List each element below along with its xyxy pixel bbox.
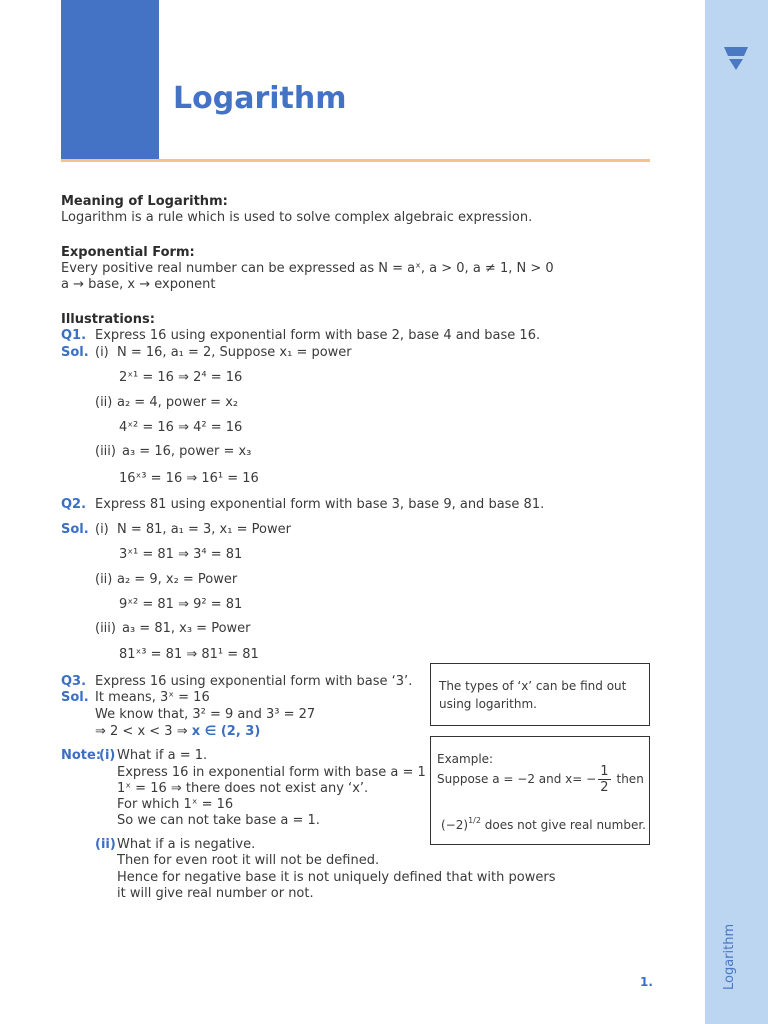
- note-i-line: So we can not take base a = 1.: [117, 813, 320, 828]
- note-i-line: What if a = 1.: [117, 748, 208, 763]
- q1-i-label: (i): [95, 345, 109, 360]
- side-note-box: [430, 663, 650, 726]
- example-box: [430, 736, 650, 845]
- q2-ii-label: (ii): [95, 572, 113, 587]
- q1-sol-label: Sol.: [61, 345, 89, 360]
- exponential-line1: Every positive real number can be expressed as N = aˣ, a > 0, a ≠ 1, N > 0: [61, 261, 554, 276]
- brand-logo-icon: [723, 45, 749, 71]
- q3-line2: We know that, 3² = 9 and 3³ = 27: [95, 707, 316, 722]
- note-i-label: (i): [99, 748, 116, 763]
- note-ii-label: (ii): [95, 837, 116, 852]
- example-line3: [441, 817, 646, 833]
- header-color-block: [61, 0, 159, 160]
- note-ii-line: Hence for negative base it is not uniquely defined that with powers: [117, 870, 556, 885]
- note-label: Note:: [61, 748, 102, 763]
- page-title: Logarithm: [173, 81, 347, 116]
- q3-line1: It means, 3ˣ = 16: [95, 690, 210, 705]
- q3-line3-prefix: ⇒ 2 < x < 3 ⇒: [95, 724, 188, 739]
- q1-i-equation: 2ˣ¹ = 16 ⇒ 2⁴ = 16: [119, 370, 243, 385]
- q2-ii-equation: 9ˣ² = 81 ⇒ 9² = 81: [119, 597, 243, 612]
- note-ii-line: it will give real number or not.: [117, 886, 314, 901]
- illustrations-heading: Illustrations:: [61, 312, 155, 327]
- q2-label: Q2.: [61, 497, 87, 512]
- q1-ii-equation: 4ˣ² = 16 ⇒ 4² = 16: [119, 420, 243, 435]
- example-line2-suffix: then: [616, 772, 644, 786]
- q3-answer: x ∈ (2, 3): [191, 724, 261, 739]
- side-note-line1: The types of ‘x’ can be find out: [439, 679, 627, 693]
- q2-sol-label: Sol.: [61, 522, 89, 537]
- q3-line3: [95, 724, 260, 740]
- note-i-line: 1ˣ = 16 ⇒ there does not exist any ‘x’.: [117, 781, 369, 796]
- q1-ii-label: (ii): [95, 395, 113, 410]
- example-heading: Example:: [437, 752, 494, 766]
- q2-iii-equation: 81ˣ³ = 81 ⇒ 81¹ = 81: [119, 647, 259, 662]
- note-ii-line: Then for even root it will not be defined.: [117, 853, 380, 868]
- meaning-heading: Meaning of Logarithm:: [61, 194, 228, 209]
- example-line2-prefix: Suppose a = −2 and x= −: [437, 772, 597, 786]
- sidebar-chapter-label: Logarithm: [722, 923, 737, 990]
- example-fraction: [598, 764, 610, 795]
- note-ii-line: What if a is negative.: [117, 837, 256, 852]
- note-i-line: For which 1ˣ = 16: [117, 797, 234, 812]
- q2-iii-text: a₃ = 81, x₃ = Power: [122, 621, 251, 636]
- q1-iii-equation: 16ˣ³ = 16 ⇒ 16¹ = 16: [119, 471, 259, 486]
- q2-iii-label: (iii): [95, 621, 116, 636]
- q1-iii-label: (iii): [95, 444, 116, 459]
- side-note-line2: using logarithm.: [439, 697, 537, 711]
- q1-ii-text: a₂ = 4, power = x₂: [117, 395, 239, 410]
- q1-i-text: N = 16, a₁ = 2, Suppose x₁ = power: [117, 345, 352, 360]
- q2-question: Express 81 using exponential form with base 3, base 9, and base 81.: [95, 497, 545, 512]
- q1-label: Q1.: [61, 328, 87, 343]
- note-i-line: Express 16 in exponential form with base a = 1: [117, 765, 426, 780]
- example-fraction-numerator: 1: [600, 763, 609, 779]
- exponential-heading: Exponential Form:: [61, 245, 195, 260]
- q2-i-label: (i): [95, 522, 109, 537]
- example-line3-base: (−2): [441, 818, 469, 832]
- q3-sol-label: Sol.: [61, 690, 89, 705]
- page-number: 1.: [640, 975, 653, 989]
- example-line3-exponent: 1/2: [468, 816, 481, 825]
- q2-i-equation: 3ˣ¹ = 81 ⇒ 3⁴ = 81: [119, 547, 243, 562]
- q2-i-text: N = 81, a₁ = 3, x₁ = Power: [117, 522, 291, 537]
- q3-label: Q3.: [61, 674, 87, 689]
- q2-ii-text: a₂ = 9, x₂ = Power: [117, 572, 238, 587]
- example-fraction-denominator: 2: [600, 779, 609, 795]
- q1-question: Express 16 using exponential form with base 2, base 4 and base 16.: [95, 328, 541, 343]
- q3-question: Express 16 using exponential form with base ‘3’.: [95, 674, 413, 689]
- example-line3-text: does not give real number.: [484, 818, 646, 832]
- example-line2: [437, 762, 644, 796]
- header-divider: [61, 159, 650, 162]
- q1-iii-text: a₃ = 16, power = x₃: [122, 444, 252, 459]
- exponential-line2: a → base, x → exponent: [61, 277, 216, 292]
- meaning-text: Logarithm is a rule which is used to solve complex algebraic expression.: [61, 210, 533, 225]
